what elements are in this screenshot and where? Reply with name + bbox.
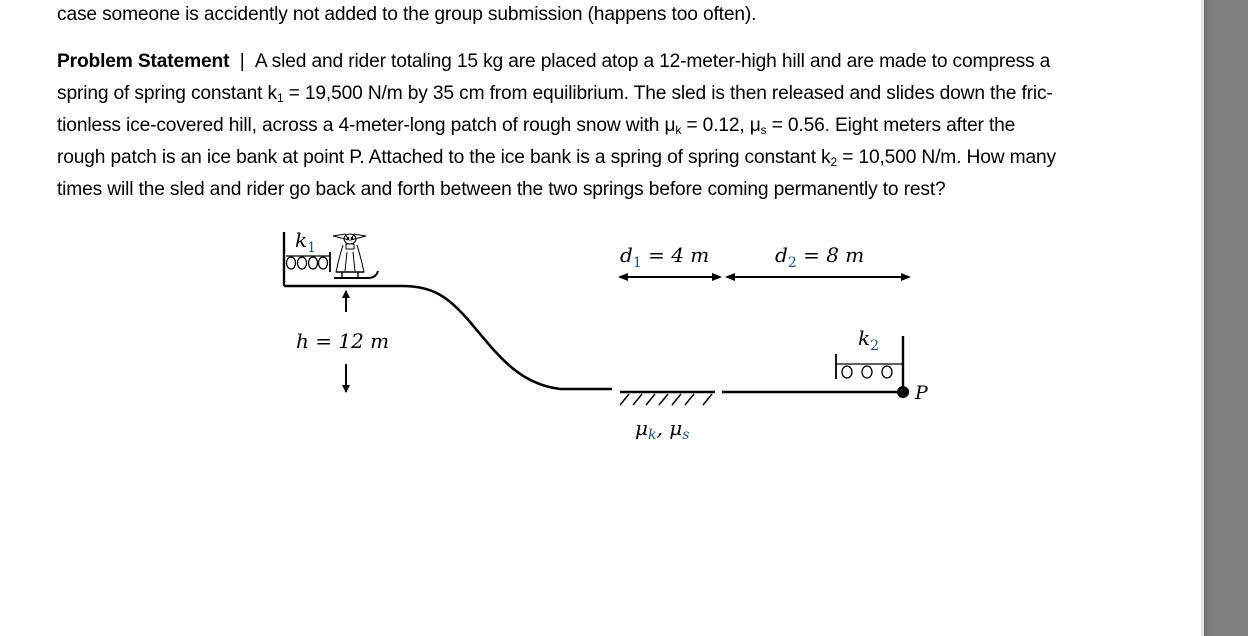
spring-k2-icon: [836, 354, 902, 379]
friction-label: $\mu_k$, $\mu_s$: [635, 416, 690, 443]
problem-text: A sled and rider totaling 15 kg are placed atop a 12-meter-high hill and are made to compress a: [254, 51, 1051, 72]
problem-line-4: [57, 142, 1137, 174]
problem-text: times will the sled and rider go back and forth between the two springs before coming permanently to rest?: [57, 179, 946, 200]
subscript: 2: [830, 155, 838, 169]
k1-label: $k_1$: [295, 228, 317, 256]
problem-statement: [57, 46, 1137, 206]
d1-label: $d_1 = 4$ m: [620, 243, 710, 271]
problem-text: spring of spring constant k: [57, 83, 277, 104]
problem-text: = 0.56. Eight meters after the: [766, 115, 1016, 136]
problem-line-5: [57, 174, 1137, 206]
problem-text: = 10,500 N/m. How many: [837, 147, 1056, 168]
subscript: k: [675, 123, 682, 137]
d2-arrow-icon: [725, 273, 911, 281]
k2-label: $k_2$: [858, 326, 880, 354]
subscript: s: [760, 123, 767, 137]
problem-text: = 19,500 N/m by 35 cm from equilibrium. The sled is then released and slides down the fric-: [283, 83, 1053, 104]
d1-arrow-icon: [618, 273, 722, 281]
problem-line-3: [57, 110, 1137, 142]
subscript: 1: [276, 91, 284, 105]
previous-paragraph-line: case someone is accidently not added to the group submission (happens too often).: [57, 4, 757, 25]
problem-line-1: [57, 46, 1137, 78]
problem-text: rough patch is an ice bank at point P. Attached to the ice bank is a spring of spring constant k: [57, 147, 831, 168]
problem-text: = 0.12, μ: [681, 115, 761, 136]
problem-text: tionless ice-covered hill, across a 4-meter-long patch of rough snow with μ: [57, 115, 676, 136]
problem-line-2: [57, 78, 1137, 110]
height-label: h = 12 m: [296, 329, 390, 353]
point-p-marker-icon: [897, 386, 909, 398]
sled-rider-icon: [333, 234, 378, 278]
d2-label: $d_2 = 8$ m: [775, 243, 865, 271]
viewer-gutter-scroll-area[interactable]: [1204, 0, 1248, 636]
problem-heading: Problem Statement: [57, 51, 230, 72]
heading-separator: |: [239, 51, 245, 72]
rough-patch-icon: [620, 392, 715, 405]
point-p-label: P: [915, 382, 928, 404]
